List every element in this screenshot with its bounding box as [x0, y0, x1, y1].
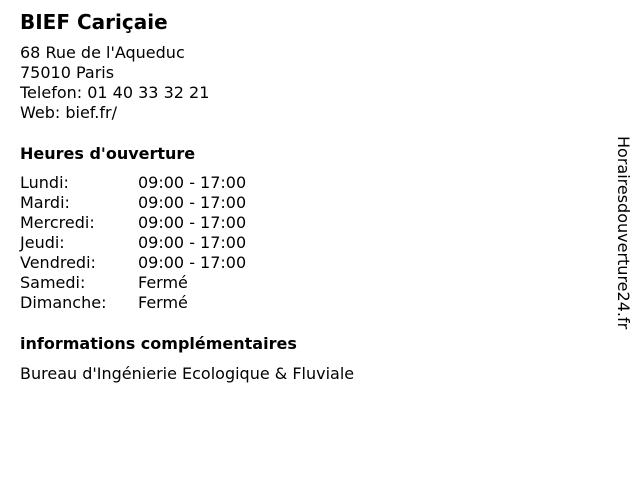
- street-address: 68 Rue de l'Aqueduc: [20, 43, 185, 62]
- website-link[interactable]: Web: bief.fr/: [20, 103, 117, 122]
- opening-hours-table: [20, 173, 246, 313]
- day-label: Samedi:: [20, 273, 86, 292]
- phone-number: Telefon: 01 40 33 32 21: [20, 83, 210, 102]
- postal-city: 75010 Paris: [20, 63, 115, 82]
- hours-row-tuesday: [20, 193, 246, 213]
- hours-value: 09:00 - 17:00: [138, 193, 247, 212]
- hours-row-monday: [20, 173, 246, 193]
- hours-value: 09:00 - 17:00: [138, 173, 247, 192]
- business-name: BIEF Cariçaie: [20, 10, 168, 34]
- hours-value: Fermé: [138, 293, 188, 312]
- day-label: Vendredi:: [20, 253, 96, 272]
- hours-value: 09:00 - 17:00: [138, 213, 247, 232]
- hours-row-saturday: [20, 273, 246, 293]
- additional-info-heading: informations complémentaires: [20, 334, 297, 353]
- hours-value: Fermé: [138, 273, 188, 292]
- opening-hours-heading: Heures d'ouverture: [20, 144, 196, 163]
- day-label: Mardi:: [20, 193, 70, 212]
- contact-info: [20, 43, 209, 123]
- hours-row-friday: [20, 253, 246, 273]
- hours-value: 09:00 - 17:00: [138, 233, 247, 252]
- hours-row-sunday: [20, 293, 246, 313]
- hours-row-thursday: [20, 233, 246, 253]
- additional-info-text: Bureau d'Ingénierie Ecologique & Fluviale: [20, 364, 355, 383]
- day-label: Dimanche:: [20, 293, 107, 312]
- day-label: Mercredi:: [20, 213, 95, 232]
- day-label: Lundi:: [20, 173, 69, 192]
- hours-row-wednesday: [20, 213, 246, 233]
- day-label: Jeudi:: [20, 233, 65, 252]
- hours-value: 09:00 - 17:00: [138, 253, 247, 272]
- site-watermark: Horairesdouverture24.fr: [614, 136, 633, 330]
